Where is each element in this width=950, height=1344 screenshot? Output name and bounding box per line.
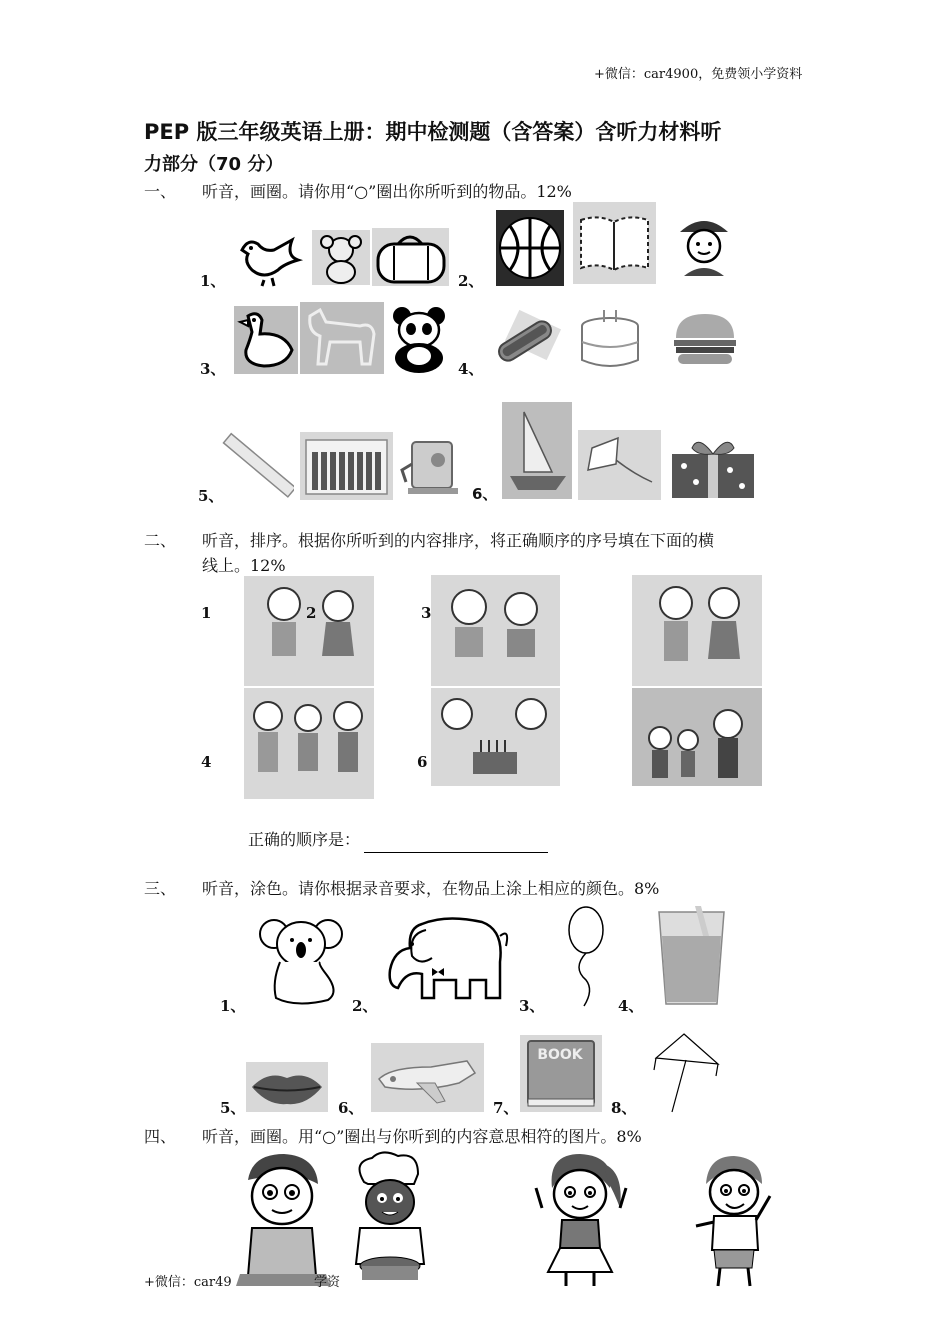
kite-picture[interactable] — [578, 430, 661, 500]
sailboat-icon — [502, 402, 572, 499]
girl-icon — [528, 1148, 632, 1288]
umbrella-icon — [648, 1030, 724, 1114]
boy-cooking-picture[interactable] — [232, 1150, 332, 1288]
cake-picture[interactable] — [574, 304, 646, 374]
item-number: 3 — [421, 604, 432, 622]
chef-icon — [342, 1148, 438, 1286]
item-number: 4、 — [458, 360, 484, 378]
answer-line — [248, 827, 548, 853]
doll-icon — [668, 210, 740, 282]
duck-picture[interactable] — [234, 306, 298, 374]
fireworks-scene-icon — [632, 688, 762, 786]
bird-picture[interactable] — [234, 230, 306, 288]
boat-picture[interactable] — [502, 402, 572, 499]
birthday-scene-icon — [431, 688, 560, 786]
hamburger-icon — [666, 302, 744, 374]
boy-girl-sitting-icon — [431, 575, 560, 686]
item-number: 1、 — [220, 997, 246, 1015]
scene-picture[interactable] — [431, 575, 560, 686]
item-number: 1、 — [200, 272, 226, 290]
duffel-bag-icon — [372, 228, 449, 286]
sharpener-icon — [398, 428, 468, 500]
section3-instruction: 听音，涂色。请你根据录音要求，在物品上涂上相应的颜色。8% — [202, 879, 660, 898]
teddy-bear-icon — [312, 230, 370, 285]
boy-girl-holding-hands-icon — [632, 575, 762, 686]
item-number: 5、 — [198, 487, 224, 505]
page-subtitle: 力部分（70 分） — [144, 154, 284, 175]
boy-icon — [232, 1150, 332, 1288]
closed-book-icon — [520, 1035, 602, 1112]
doll-picture[interactable] — [668, 210, 740, 282]
crayons-icon — [300, 432, 393, 500]
section1-marker: 一、 — [144, 182, 177, 201]
chef-boy-picture[interactable] — [342, 1148, 438, 1286]
item-number: 4、 — [618, 997, 644, 1015]
book-picture[interactable] — [573, 202, 656, 284]
airplane-picture[interactable] — [371, 1043, 484, 1112]
section1-instruction: 听音，画圈。请你用“○”圈出你所听到的物品。12% — [202, 182, 572, 201]
balloon-icon — [560, 904, 608, 1010]
open-book-icon — [573, 202, 656, 284]
hotdog-icon — [490, 304, 562, 372]
answer-label: 正确的顺序是： — [248, 830, 361, 849]
kite-icon — [578, 430, 661, 500]
footer-watermark-tail: 学资 — [314, 1275, 341, 1290]
panda-icon — [386, 302, 452, 374]
item-number: 6、 — [472, 485, 498, 503]
item-number: 1 — [201, 604, 212, 622]
item-number: 8、 — [611, 1099, 637, 1117]
dog-icon — [300, 302, 384, 374]
ruler-picture[interactable] — [222, 428, 294, 500]
girl-picture[interactable] — [528, 1148, 632, 1288]
koala-outline-picture[interactable] — [256, 912, 346, 1010]
lips-picture[interactable] — [246, 1062, 328, 1112]
hamburger-picture[interactable] — [666, 302, 744, 374]
airplane-icon — [371, 1043, 484, 1112]
ruler-icon — [222, 428, 294, 500]
item-number: 7、 — [493, 1099, 519, 1117]
lips-icon — [246, 1062, 328, 1112]
milk-glass-picture[interactable] — [655, 906, 728, 1010]
book-cover-picture[interactable] — [520, 1035, 602, 1112]
section4-instruction: 听音，画圈。用“○”圈出与你听到的内容意思相符的图片。8% — [202, 1127, 642, 1146]
hotdog-picture[interactable] — [490, 304, 562, 372]
panda-picture[interactable] — [386, 302, 452, 374]
ball-picture[interactable] — [496, 210, 564, 286]
footer-watermark: +微信：car49 — [144, 1275, 232, 1290]
dog-picture[interactable] — [300, 302, 384, 374]
elephant-icon — [386, 914, 514, 1002]
koala-icon — [256, 912, 346, 1010]
scene-picture[interactable] — [431, 688, 560, 786]
bird-icon — [234, 230, 306, 288]
page-title: PEP 版三年级英语上册：期中检测题（含答案）含听力材料听 — [144, 120, 722, 144]
elephant-outline-picture[interactable] — [386, 914, 514, 1002]
item-number: 6 — [417, 753, 428, 771]
item-number: 4 — [201, 753, 212, 771]
three-children-icon — [244, 688, 374, 799]
basketball-icon — [496, 210, 564, 286]
balloon-outline-picture[interactable] — [560, 904, 608, 1010]
duck-icon — [234, 306, 298, 374]
item-number: 2、 — [458, 272, 484, 290]
koala-bear-picture[interactable] — [312, 230, 370, 285]
glass-of-milk-icon — [655, 906, 728, 1010]
scene-picture[interactable] — [244, 688, 374, 799]
item-number: 3、 — [200, 360, 226, 378]
gift-box-picture[interactable] — [668, 430, 758, 500]
section2-marker: 二、 — [144, 531, 177, 550]
bag-picture[interactable] — [372, 228, 449, 286]
section4-marker: 四、 — [144, 1127, 177, 1146]
section2-instruction-line1: 听音，排序。根据你所听到的内容排序，将正确顺序的序号填在下面的横 — [202, 531, 715, 550]
answer-blank[interactable] — [364, 836, 548, 853]
boy-victory-icon — [686, 1150, 780, 1290]
item-number: 5、 — [220, 1099, 246, 1117]
pencil-sharpener-picture[interactable] — [398, 428, 468, 500]
header-watermark: +微信：car4900，免费领小学资料 — [594, 67, 803, 82]
section2-instruction-line2: 线上。12% — [202, 556, 286, 575]
scene-picture[interactable] — [632, 575, 762, 686]
boy-girl-scene-icon — [244, 576, 374, 686]
scene-picture[interactable] — [632, 688, 762, 786]
umbrella-outline-picture[interactable] — [648, 1030, 724, 1114]
scene-picture[interactable] — [244, 576, 374, 686]
item-number: 6、 — [338, 1099, 364, 1117]
section3-marker: 三、 — [144, 879, 177, 898]
birthday-cake-icon — [574, 304, 646, 374]
book-cover-label: BOOK — [537, 1047, 583, 1063]
item-number: 2 — [306, 604, 317, 622]
boy-waving-picture[interactable] — [686, 1150, 780, 1290]
item-number: 3、 — [519, 997, 545, 1015]
item-number: 2、 — [352, 997, 378, 1015]
gift-icon — [668, 430, 758, 500]
crayons-picture[interactable] — [300, 432, 393, 500]
